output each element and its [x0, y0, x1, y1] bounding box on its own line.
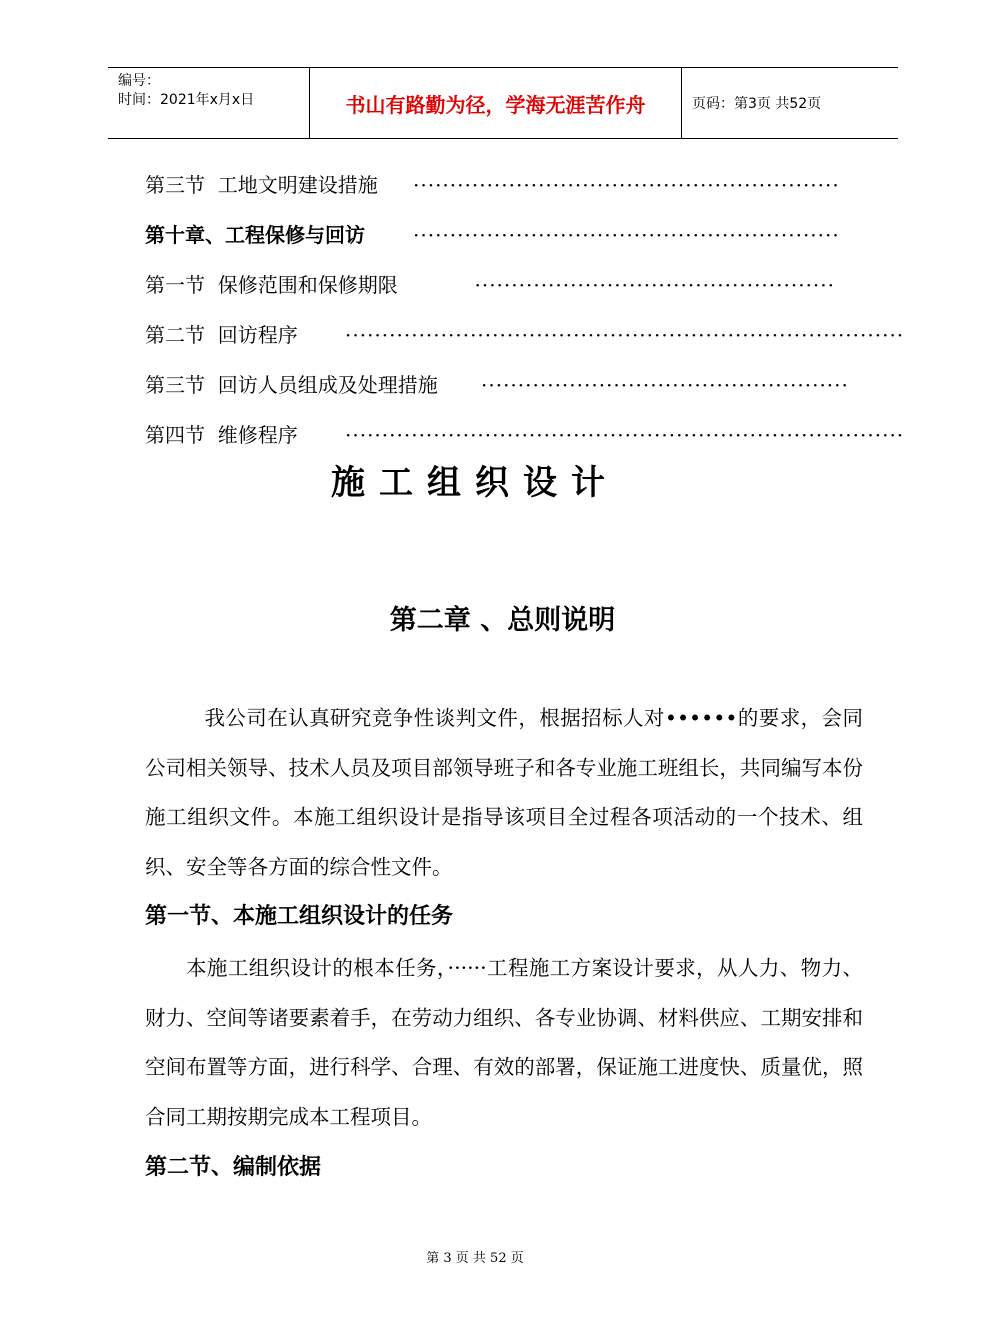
toc-entry	[145, 170, 840, 220]
toc-entry-title: 第三节 工地文明建设措施	[145, 173, 378, 197]
header-page-info: 页码：第3页 共52页	[692, 96, 822, 112]
header-motto: 书山有路勤为径，学海无涯苦作舟	[310, 68, 682, 138]
toc-entry-title: 第一节 保修范围和保修期限	[145, 273, 398, 297]
toc-entry	[145, 370, 849, 420]
toc-leader-dots: ············································································	[345, 423, 905, 447]
page-footer: 第 3 页 共 52 页	[426, 1251, 524, 1266]
chapter-title: 第二章 、总则说明	[389, 605, 616, 636]
toc-entry-title: 第二节 回访程序	[145, 323, 298, 347]
toc-entry	[145, 270, 835, 320]
number-label: 编号：	[118, 73, 160, 89]
toc-entry	[145, 320, 905, 370]
table-of-contents	[145, 170, 905, 470]
header-meta	[108, 68, 310, 138]
toc-leader-dots: ··················································	[481, 373, 849, 397]
toc-leader-dots: ············································································	[345, 323, 905, 347]
toc-entry	[145, 220, 840, 270]
intro-paragraph: 我公司在认真研究竞争性谈判文件，根据招标人对••••••的要求，会同公司相关领导、技术人员及项目部领导班子和各专业施工班组长，共同编写本份施工组织文件。本施工组织设计是指导该项目全过程各项活动的一个技术、组织、安全等各方面的综合性文件。	[145, 706, 863, 879]
toc-entry-title: 第十章、工程保修与回访	[145, 223, 365, 247]
page-header	[108, 67, 898, 139]
toc-leader-dots: ··························································	[413, 223, 840, 247]
section-heading: 第一节、本施工组织设计的任务	[145, 904, 454, 929]
toc-entry-title: 第三节 回访人员组成及处理措施	[145, 373, 438, 397]
section-heading: 第二节、编制依据	[145, 1155, 322, 1180]
toc-leader-dots: ·················································	[474, 273, 835, 297]
task-paragraph: 本施工组织设计的根本任务，······工程施工方案设计要求，从人力、物力、财力、空间等诸要素着手，在劳动力组织、各专业协调、材料供应、工期安排和空间布置等方面，进行科学、合理、有效的部署，保证施工进度快、质量优，照合同工期按期完成本工程项目。	[145, 956, 863, 1129]
toc-entry-title: 第四节 维修程序	[145, 423, 298, 447]
document-title: 施工组织设计	[331, 463, 619, 503]
time-label: 时间：2021年x月x日	[118, 92, 255, 108]
toc-leader-dots: ··························································	[413, 173, 840, 197]
